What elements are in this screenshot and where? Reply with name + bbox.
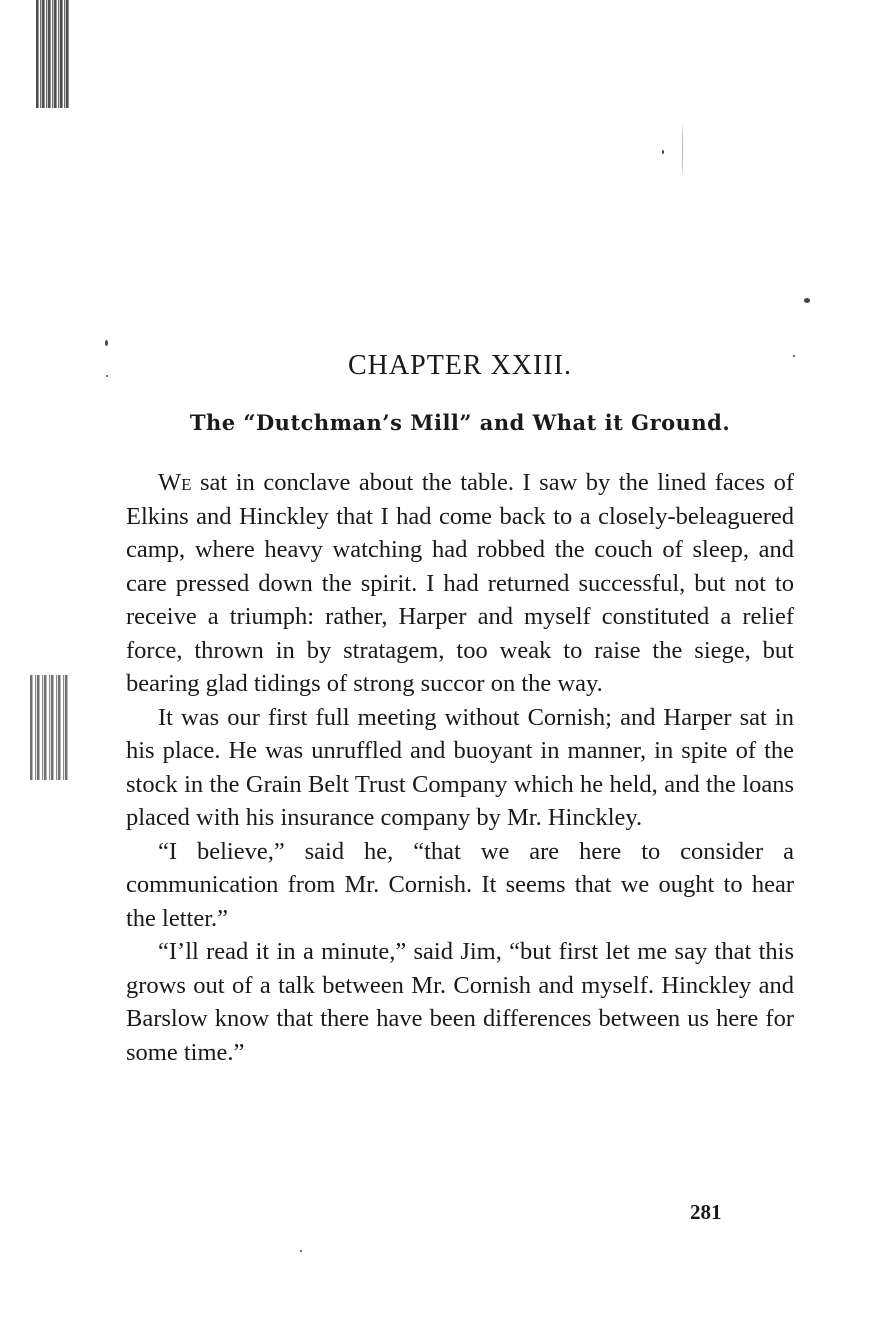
paragraph-4: “I’ll read it in a minute,” said Jim, “but first let me say that this grows out of a talk between Mr. Cornish and myself. Hinckley and Barslow know that there have been differences between us here for some time.” bbox=[126, 938, 794, 1066]
page-number: 281 bbox=[690, 1200, 722, 1224]
paragraph-text: sat in conclave about the table. I saw by the lined faces of Elkins and Hinckley that I had come back to a closely-beleaguered camp, where heavy watching had robbed the couch of sleep, and care pressed down the spirit. I had returned successful, but not to receive a triumph: rather, Harper and myself constituted a relief force, thrown in by stratagem, too weak to raise the siege, but bearing glad tidings of strong succor on the way. bbox=[126, 469, 794, 697]
chapter-title: CHAPTER XXIII. bbox=[348, 350, 572, 381]
speck bbox=[682, 125, 683, 175]
paragraph-1 bbox=[126, 466, 794, 701]
chapter-subtitle: The “Dutchman’s Mill” and What it Ground. bbox=[189, 410, 731, 435]
scan-artifact-top bbox=[36, 0, 70, 108]
paragraph-lead-word: We bbox=[158, 469, 192, 496]
scan-artifact-middle bbox=[30, 675, 68, 780]
speck bbox=[804, 298, 810, 303]
paragraph-2: It was our first full meeting without Cornish; and Harper sat in his place. He was unruffled and buoyant in manner, in spite of the stock in the Grain Belt Trust Company which he held, and the loans placed with his insurance company by Mr. Hinckley. bbox=[126, 703, 794, 831]
speck bbox=[105, 340, 108, 346]
speck bbox=[662, 150, 664, 154]
speck bbox=[300, 1250, 302, 1252]
body-text bbox=[126, 466, 794, 1069]
paragraph-3: “I believe,” said he, “that we are here to consider a communication from Mr. Cornish. It seems that we ought to hear the letter.” bbox=[126, 837, 794, 932]
